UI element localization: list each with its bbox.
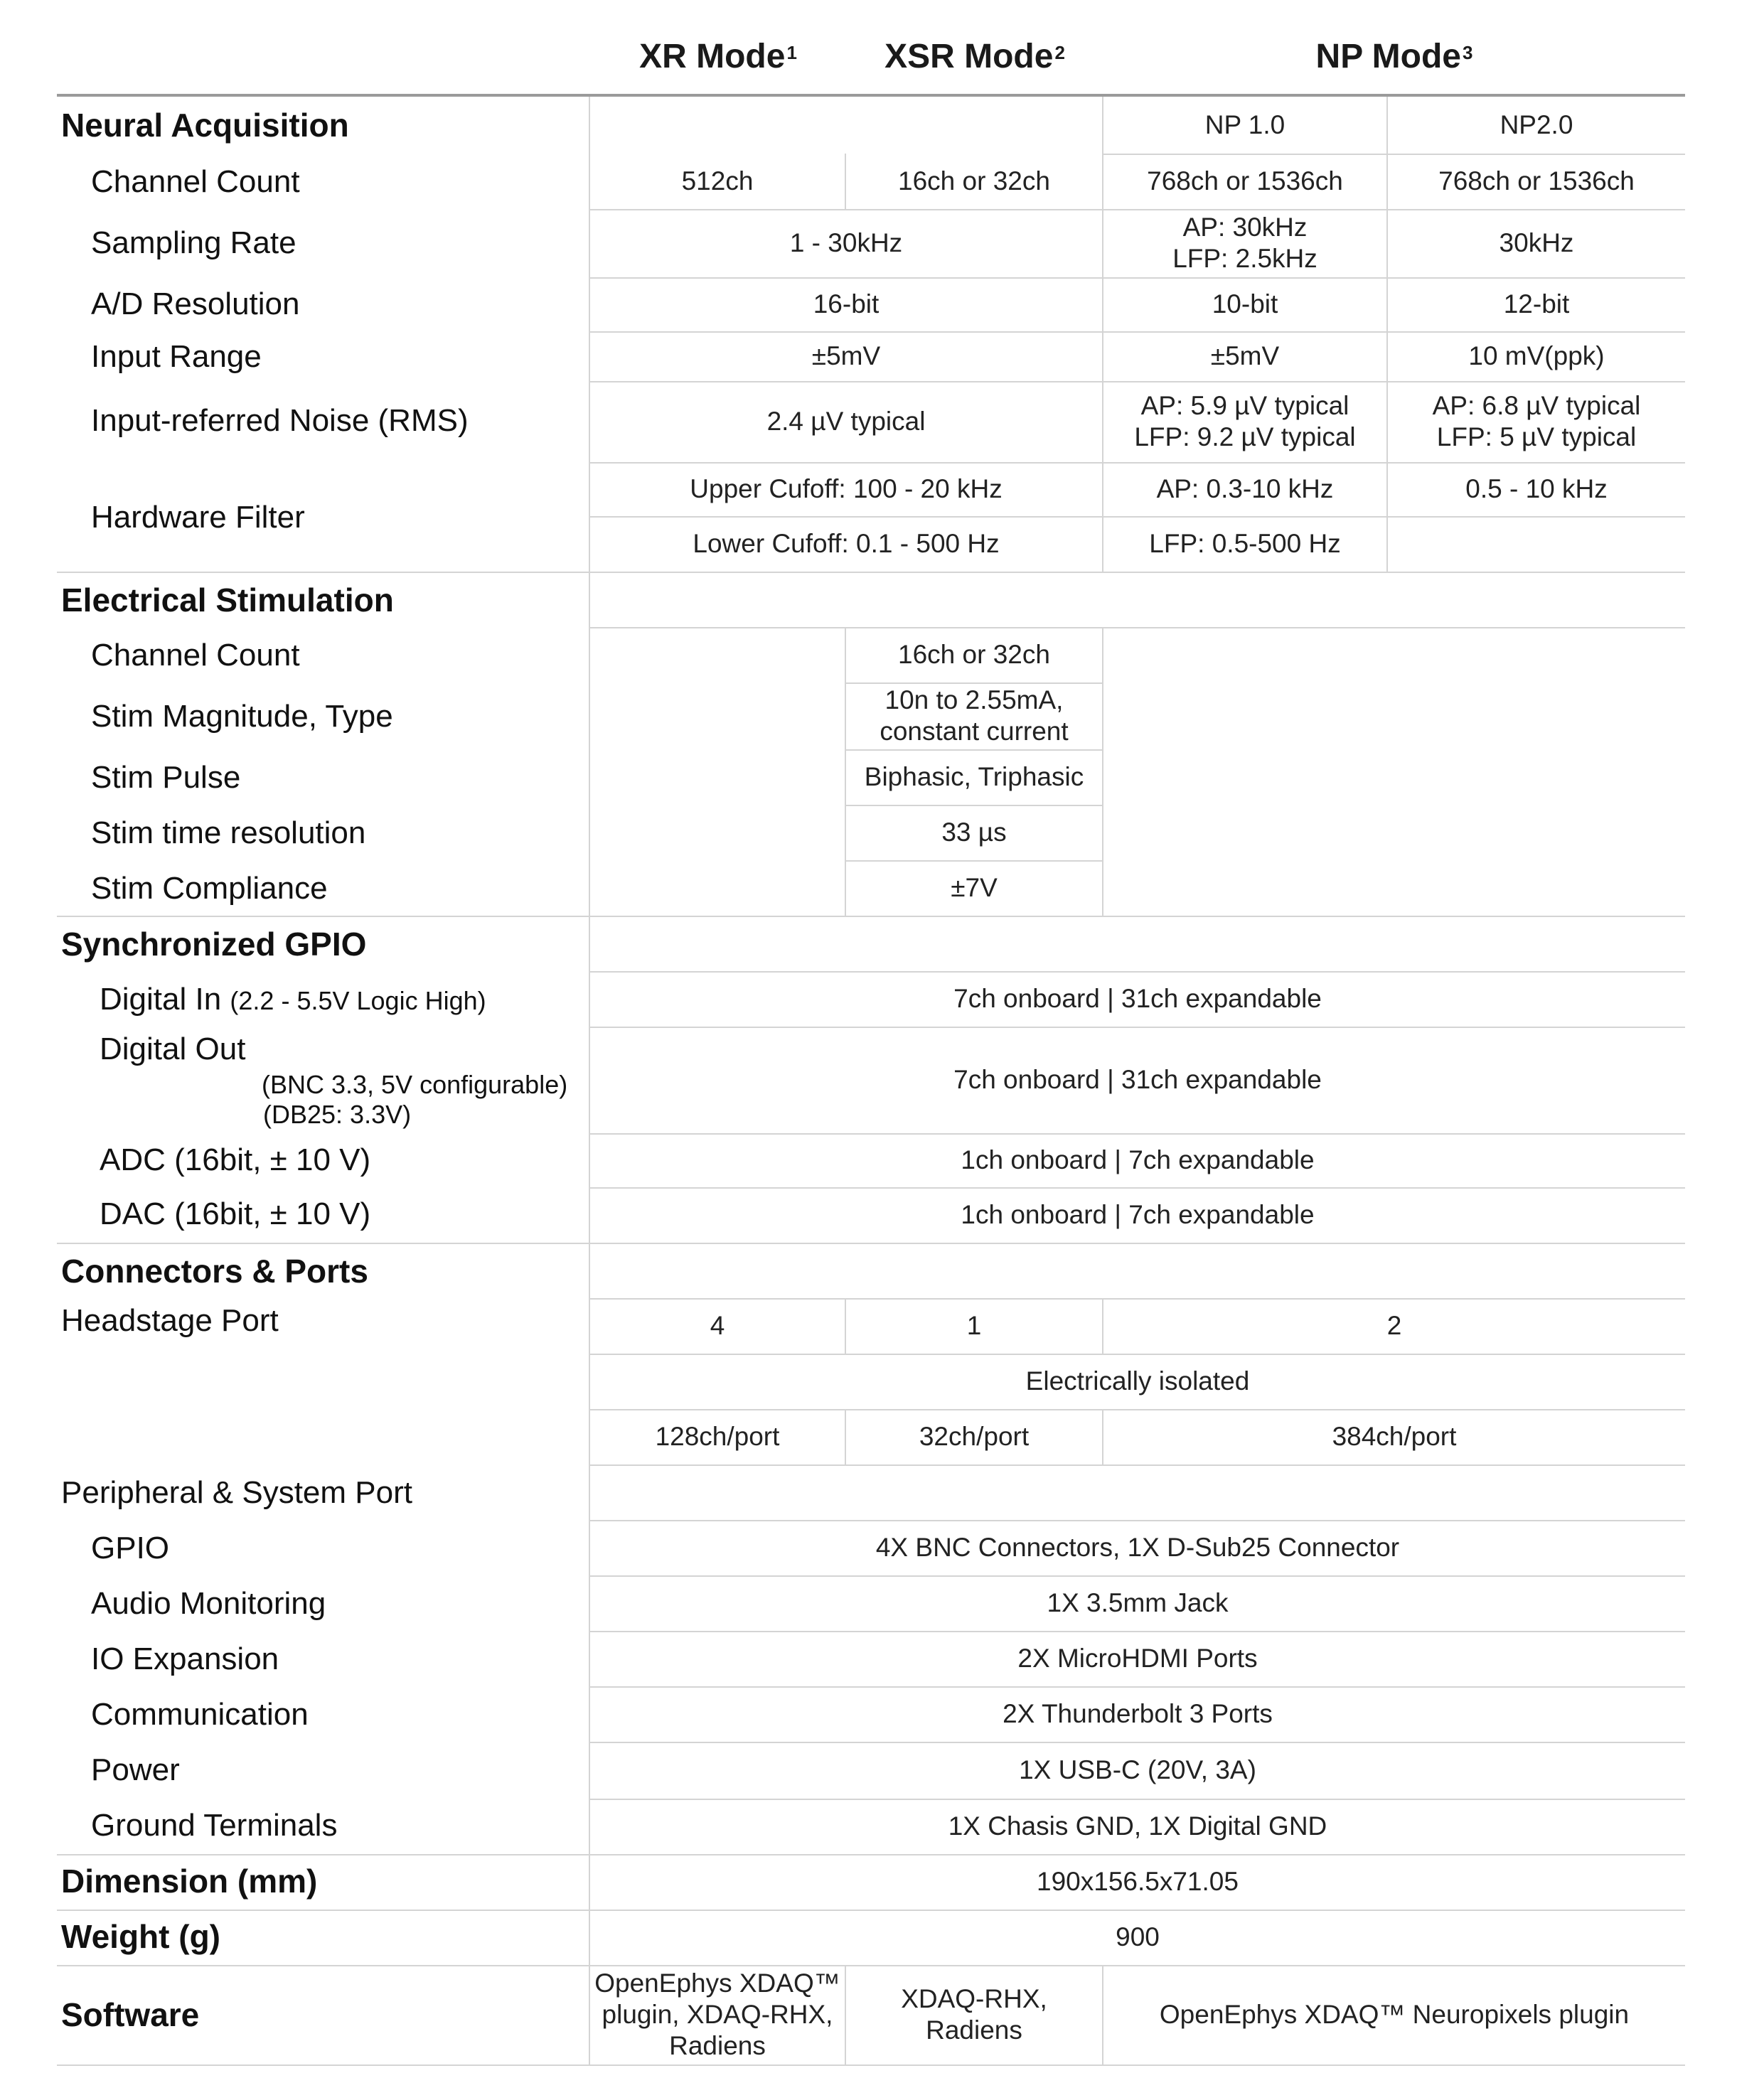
label-weight: Weight (g): [61, 1918, 220, 1955]
xsr-headstage-ports: 1: [966, 1311, 982, 1340]
xsr-stim-compliance: ±7V: [951, 873, 998, 902]
xr-channels-per-port: 128ch/port: [655, 1422, 780, 1451]
label-input-range: Input Range: [91, 339, 262, 374]
xr-software: OpenEphys XDAQ™ plugin, XDAQ-RHX, Radiens: [594, 1969, 840, 2060]
label-audio-monitoring: Audio Monitoring: [91, 1586, 326, 1621]
np2-input-range: 10 mV(ppk): [1468, 341, 1605, 370]
label-io-expansion: IO Expansion: [91, 1641, 279, 1676]
digital-out-note-bnc: (BNC 3.3, 5V configurable): [262, 1070, 568, 1099]
label-stim-channel-count: Channel Count: [91, 638, 300, 673]
label-communication: Communication: [91, 1697, 309, 1732]
xsr-stim-pulse: Biphasic, Triphasic: [864, 762, 1084, 791]
label-adc: ADC (16bit, ± 10 V): [100, 1142, 371, 1177]
xr-xsr-input-range: ±5mV: [811, 341, 881, 370]
xr-headstage-ports: 4: [710, 1311, 725, 1340]
np2-channel-count: 768ch or 1536ch: [1438, 166, 1635, 196]
label-ground-terminals: Ground Terminals: [91, 1808, 338, 1843]
np1-channel-count: 768ch or 1536ch: [1147, 166, 1343, 196]
upper-cutoff-np2: 0.5 - 10 kHz: [1465, 474, 1608, 503]
np-channels-per-port: 384ch/port: [1332, 1422, 1457, 1451]
section-electrical-stimulation: Electrical Stimulation: [61, 582, 394, 618]
np-headstage-ports: 2: [1386, 1311, 1402, 1340]
dac-value: 1ch onboard | 7ch expandable: [961, 1200, 1315, 1229]
label-gpio-connectors: GPIO: [91, 1531, 170, 1565]
xsr-software: XDAQ-RHX, Radiens: [901, 1984, 1047, 2045]
section-connectors-ports: Connectors & Ports: [61, 1253, 368, 1290]
label-stim-time-resolution: Stim time resolution: [91, 815, 366, 850]
label-digital-out: Digital Out: [100, 1032, 246, 1066]
label-stim-compliance: Stim Compliance: [91, 871, 328, 906]
ground-terminals-value: 1X Chasis GND, 1X Digital GND: [948, 1811, 1327, 1841]
np1-noise: AP: 5.9 µV typical LFP: 9.2 µV typical: [1134, 391, 1356, 451]
io-expansion-value: 2X MicroHDMI Ports: [1017, 1644, 1258, 1673]
label-peripheral-system-port: Peripheral & System Port: [61, 1475, 412, 1510]
label-dimension: Dimension (mm): [61, 1863, 318, 1900]
np2-noise: AP: 6.8 µV typical LFP: 5 µV typical: [1432, 391, 1641, 451]
power-value: 1X USB-C (20V, 3A): [1019, 1755, 1256, 1784]
xsr-stim-channel-count: 16ch or 32ch: [898, 640, 1050, 669]
gpio-connectors-value: 4X BNC Connectors, 1X D-Sub25 Connector: [875, 1533, 1400, 1562]
label-ad-resolution: A/D Resolution: [91, 286, 300, 321]
np2-ad-resolution: 12-bit: [1503, 289, 1570, 318]
upper-cutoff-xr-xsr: Upper Cufoff: 100 - 20 kHz: [690, 474, 1003, 503]
np1-header: NP 1.0: [1204, 110, 1285, 139]
label-headstage-port: Headstage Port: [61, 1303, 279, 1338]
header-xr-mode: XR Mode$^1$: [639, 38, 797, 75]
digital-out-note-db25: (DB25: 3.3V): [263, 1100, 412, 1129]
label-input-noise: Input-referred Noise (RMS): [91, 403, 469, 438]
digital-in-value: 7ch onboard | 31ch expandable: [953, 984, 1322, 1013]
np1-ad-resolution: 10-bit: [1212, 289, 1278, 318]
label-dac: DAC (16bit, ± 10 V): [100, 1196, 371, 1231]
xr-xsr-sampling-rate: 1 - 30kHz: [789, 228, 903, 257]
label-digital-in: Digital In (2.2 - 5.5V Logic High): [100, 982, 486, 1017]
label-stim-magnitude: Stim Magnitude, Type: [91, 699, 393, 734]
np2-sampling-rate: 30kHz: [1499, 228, 1574, 257]
lower-cutoff-xr-xsr: Lower Cufoff: 0.1 - 500 Hz: [693, 529, 1000, 558]
np2-header: NP2.0: [1500, 110, 1573, 139]
xsr-channels-per-port: 32ch/port: [919, 1422, 1030, 1451]
xsr-channel-count: 16ch or 32ch: [898, 166, 1050, 196]
section-synchronized-gpio: Synchronized GPIO: [61, 926, 367, 963]
headstage-isolation: Electrically isolated: [1025, 1366, 1250, 1396]
digital-in-note: (2.2 - 5.5V Logic High): [230, 986, 486, 1015]
xsr-stim-magnitude: 10n to 2.55mA, constant current: [880, 685, 1069, 746]
np-software: OpenEphys XDAQ™ Neuropixels plugin: [1159, 2000, 1630, 2029]
adc-value: 1ch onboard | 7ch expandable: [961, 1145, 1315, 1174]
header-np-mode: NP Mode$^3$: [1315, 38, 1473, 75]
audio-monitoring-value: 1X 3.5mm Jack: [1047, 1588, 1229, 1617]
digital-out-value: 7ch onboard | 31ch expandable: [953, 1065, 1322, 1094]
label-power: Power: [91, 1752, 180, 1787]
np1-input-range: ±5mV: [1210, 341, 1280, 370]
label-hardware-filter: Hardware Filter: [91, 500, 305, 535]
xr-channel-count: 512ch: [681, 166, 754, 196]
section-neural-acquisition: Neural Acquisition: [61, 107, 349, 144]
label-sampling-rate: Sampling Rate: [91, 225, 296, 260]
lower-cutoff-np1: LFP: 0.5-500 Hz: [1149, 529, 1341, 558]
upper-cutoff-np1: AP: 0.3-10 kHz: [1156, 474, 1334, 503]
label-stim-pulse: Stim Pulse: [91, 760, 241, 795]
xr-xsr-noise: 2.4 µV typical: [766, 407, 926, 436]
xr-xsr-ad-resolution: 16-bit: [813, 289, 880, 318]
weight-value: 900: [1116, 1922, 1160, 1951]
label-channel-count: Channel Count: [91, 164, 300, 199]
np1-sampling-rate: AP: 30kHz LFP: 2.5kHz: [1172, 213, 1317, 273]
communication-value: 2X Thunderbolt 3 Ports: [1003, 1699, 1273, 1728]
header-xsr-mode: XSR Mode$^2$: [884, 38, 1065, 75]
xsr-stim-time-resolution: 33 µs: [941, 818, 1007, 847]
label-software: Software: [61, 1996, 200, 2033]
dimension-value: 190x156.5x71.05: [1037, 1867, 1239, 1896]
